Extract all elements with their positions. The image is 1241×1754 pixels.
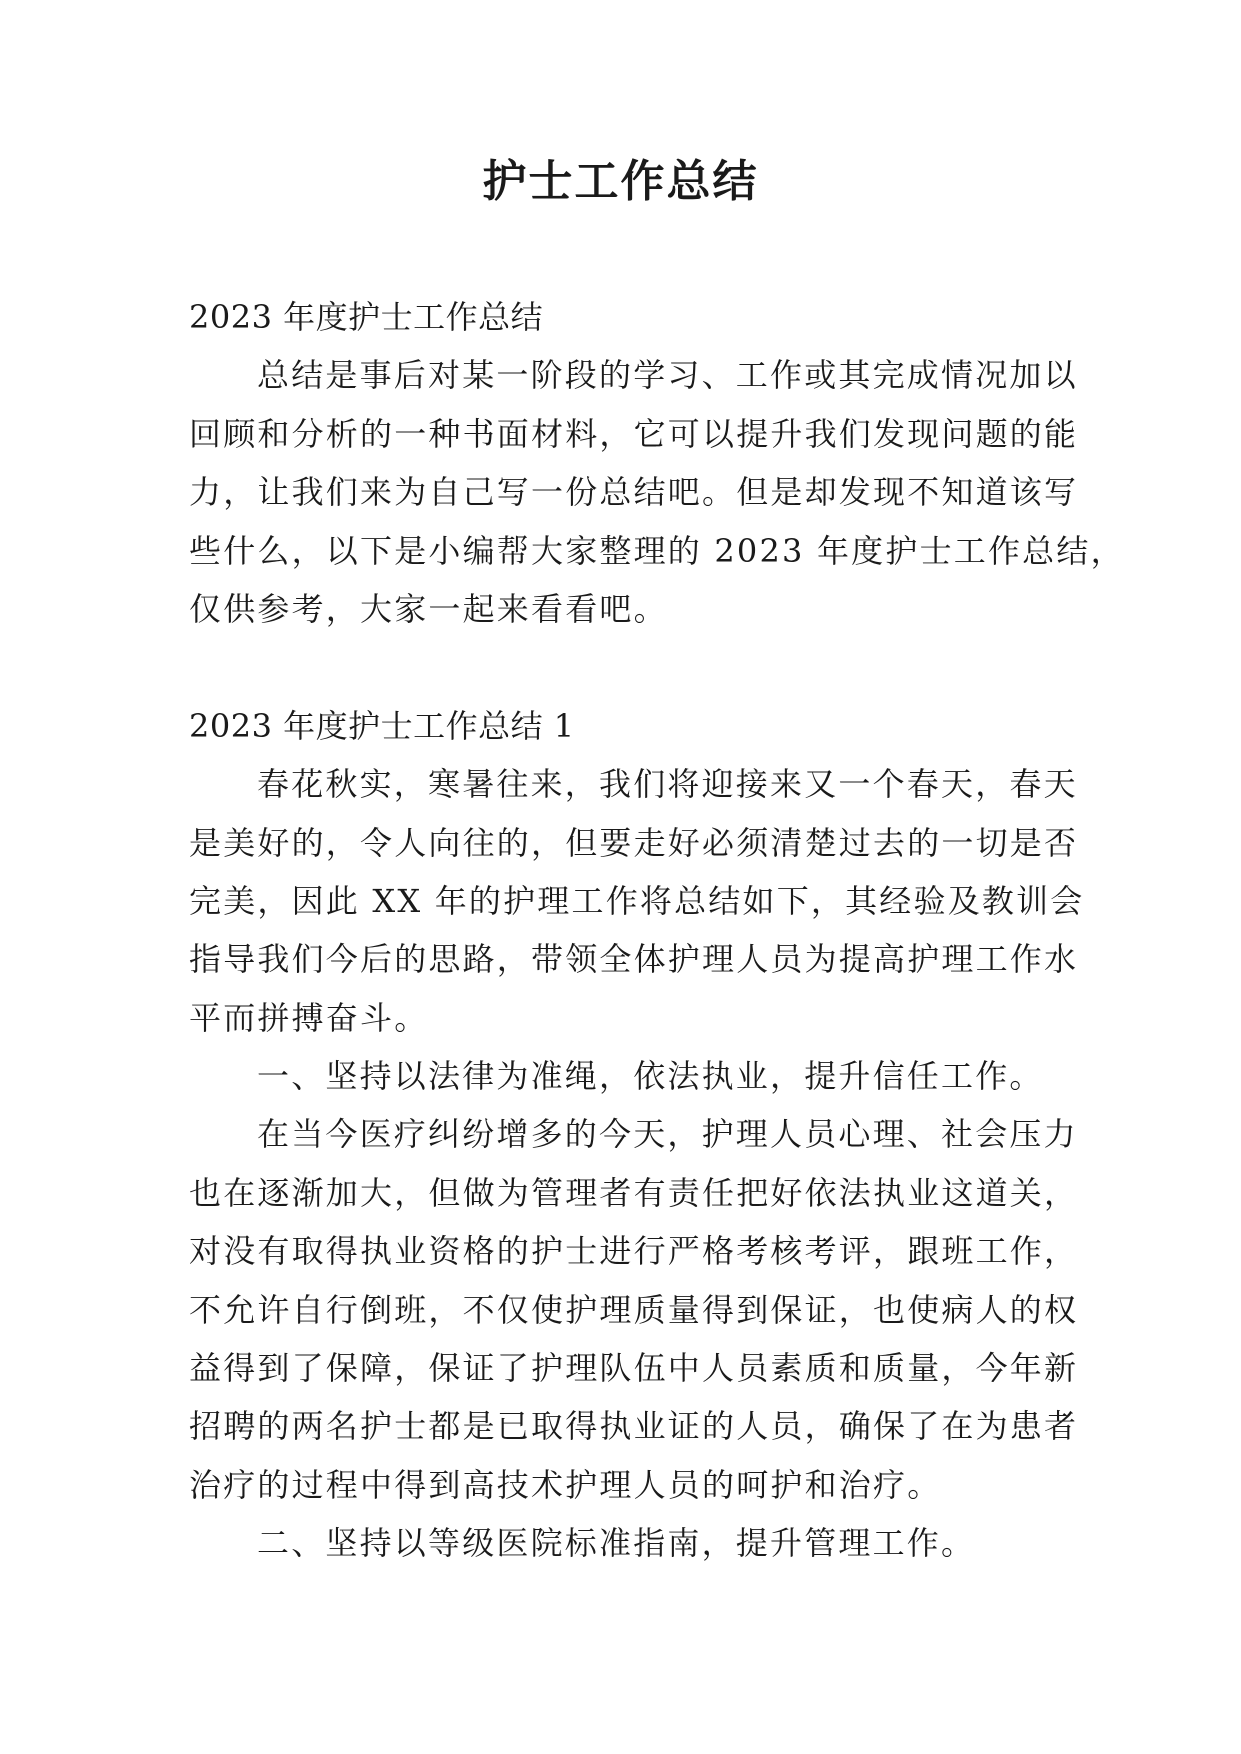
paragraph-line: 总结是事后对某一阶段的学习、工作或其完成情况加以 (257, 356, 1078, 395)
paragraph-line: 些什么，以下是小编帮大家整理的 2023 年度护士工作总结， (189, 531, 1125, 570)
paragraph-line: 也在逐渐加大，但做为管理者有责任把好依法执业这道关， (189, 1173, 1079, 1212)
paragraph-line: 回顾和分析的一种书面材料，它可以提升我们发现问题的能 (189, 414, 1079, 453)
paragraph-line: 在当今医疗纠纷增多的今天，护理人员心理、社会压力 (257, 1115, 1078, 1154)
section-heading: 2023 年度护士工作总结 1 (189, 706, 575, 745)
paragraph-line: 力，让我们来为自己写一份总结吧。但是却发现不知道该写 (189, 473, 1079, 512)
section-heading: 2023 年度护士工作总结 (189, 298, 544, 336)
document-title: 护士工作总结 (482, 156, 759, 207)
paragraph-line: 不允许自行倒班，不仅使护理质量得到保证，也使病人的权 (189, 1290, 1079, 1329)
paragraph-line: 平而拼搏奋斗。 (189, 998, 429, 1037)
document-body (189, 288, 1125, 1573)
paragraph-line: 治疗的过程中得到高技术护理人员的呵护和治疗。 (189, 1465, 942, 1504)
paragraph-line: 仅供参考，大家一起来看看吧。 (189, 589, 668, 628)
paragraph-line: 招聘的两名护士都是已取得执业证的人员，确保了在为患者 (189, 1407, 1079, 1446)
subheading-line: 一、坚持以法律为准绳，依法执业，提升信任工作。 (257, 1057, 1044, 1096)
paragraph-line: 对没有取得执业资格的护士进行严格考核考评，跟班工作， (189, 1232, 1079, 1271)
paragraph-line: 是美好的，令人向往的，但要走好必须清楚过去的一切是否 (189, 823, 1079, 862)
paragraph-line: 益得到了保障，保证了护理队伍中人员素质和质量，今年新 (189, 1349, 1079, 1388)
subheading-line: 二、坚持以等级医院标准指南，提升管理工作。 (257, 1524, 976, 1563)
blank-line (189, 638, 1067, 696)
paragraph-line: 指导我们今后的思路，带领全体护理人员为提高护理工作水 (189, 940, 1079, 979)
paragraph-line: 春花秋实，寒暑往来，我们将迎接来又一个春天，春天 (257, 765, 1078, 804)
paragraph-line: 完美，因此 XX 年的护理工作将总结如下，其经验及教训会 (189, 881, 1085, 920)
